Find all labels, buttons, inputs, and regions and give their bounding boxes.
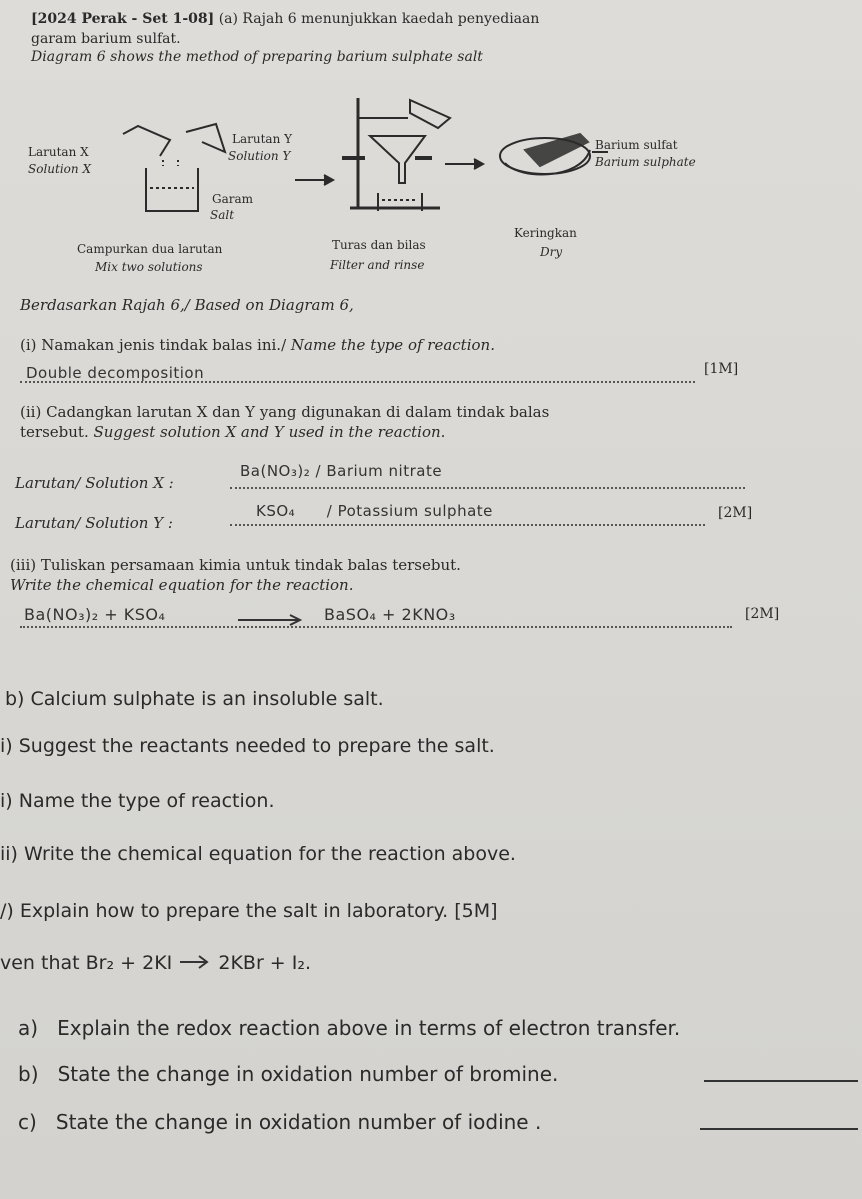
part-b-line-5: /) Explain how to prepare the salt in laboratory. [5M]	[0, 900, 498, 922]
given-rhs: 2KBr + I₂.	[218, 952, 312, 974]
question-iii-ms: (iii) Tuliskan persamaan kimia untuk tindak balas tersebut.	[10, 556, 461, 574]
reaction-arrow-icon	[178, 954, 212, 970]
step-1-ms: Campurkan dua larutan	[77, 242, 223, 256]
question-tag: [2024 Perak - Set 1-08]	[31, 11, 215, 27]
step-3-en: Dry	[540, 245, 563, 259]
question-ii-ms: (ii) Cadangkan larutan X dan Y yang digunakan di dalam tindak balas	[20, 403, 550, 421]
given-lhs: Br₂ + 2KI	[85, 952, 173, 974]
part-b-line-2: i) Suggest the reactants needed to prepare the salt.	[0, 735, 495, 757]
question-c-a: a) Explain the redox reaction above in terms of electron transfer.	[18, 1016, 681, 1040]
step-3-ms: Keringkan	[514, 226, 577, 240]
answer-line-y	[230, 524, 705, 526]
given-prefix: ven that	[0, 952, 86, 974]
step-2-en: Filter and rinse	[330, 258, 425, 272]
answer-i: Double decomposition	[26, 364, 205, 382]
solution-y-answer: KSO₄ / Potassium sulphate	[256, 502, 493, 520]
answer-line-c-c	[700, 1128, 858, 1130]
answer-line-iii	[20, 626, 732, 628]
intro-ms-1: (a) Rajah 6 menunjukkan kaedah penyediaan	[218, 11, 540, 27]
label-solution-y-ms: Larutan Y	[232, 132, 293, 146]
marks-iii: [2M]	[745, 606, 780, 622]
question-ii-line2	[20, 423, 445, 441]
intro-en: Diagram 6 shows the method of preparing barium sulphate salt	[31, 49, 483, 65]
step-1-en: Mix two solutions	[95, 260, 203, 274]
diagram-6	[20, 88, 760, 278]
step-2-ms: Turas dan bilas	[332, 238, 426, 252]
marks-ii: [2M]	[718, 505, 753, 521]
question-c-c: c) State the change in oxidation number of iodine .	[18, 1110, 542, 1134]
equation-answer-rhs: BaSO₄ + 2KNO₃	[324, 605, 456, 624]
question-i-ms: (i) Namakan jenis tindak balas ini./	[20, 336, 287, 354]
question-ii-en: Suggest solution X and Y used in the reaction.	[93, 423, 446, 441]
part-b-line-3: i) Name the type of reaction.	[0, 790, 275, 812]
question-iii-en: Write the chemical equation for the reaction.	[10, 576, 354, 594]
part-b-line-4: ii) Write the chemical equation for the reaction above.	[0, 843, 516, 865]
marks-i: [1M]	[704, 361, 739, 377]
solution-x-label: Larutan/ Solution X :	[15, 474, 174, 492]
label-solution-x-en: Solution X	[28, 162, 91, 176]
label-solution-x-ms: Larutan X	[28, 145, 89, 159]
intro-ms-2: garam barium sulfat.	[31, 31, 181, 47]
label-solution-y-en: Solution Y	[228, 149, 291, 163]
label-product-ms: Barium sulfat	[595, 138, 678, 152]
given-equation	[0, 952, 311, 974]
solution-x-answer: Ba(NO₃)₂ / Barium nitrate	[240, 462, 443, 480]
question-i-en: Name the type of reaction.	[290, 336, 495, 354]
right-arrow-icon	[236, 612, 306, 628]
label-salt-en: Salt	[210, 208, 235, 222]
question-c-b: b) State the change in oxidation number of bromine.	[18, 1062, 559, 1086]
header-line	[31, 11, 539, 27]
answer-line-x	[230, 487, 745, 489]
based-on: Berdasarkan Rajah 6,/ Based on Diagram 6,	[20, 296, 354, 314]
equation-answer-lhs: Ba(NO₃)₂ + KSO₄	[24, 605, 166, 624]
answer-line-c-b	[704, 1080, 858, 1082]
label-salt-ms: Garam	[212, 192, 254, 206]
solution-y-label: Larutan/ Solution Y :	[15, 514, 173, 532]
part-b-line-1: b) Calcium sulphate is an insoluble salt.	[5, 688, 384, 710]
question-i	[20, 336, 495, 354]
label-product-en: Barium sulphate	[595, 155, 696, 169]
question-ii-ms2: tersebut.	[20, 423, 89, 441]
